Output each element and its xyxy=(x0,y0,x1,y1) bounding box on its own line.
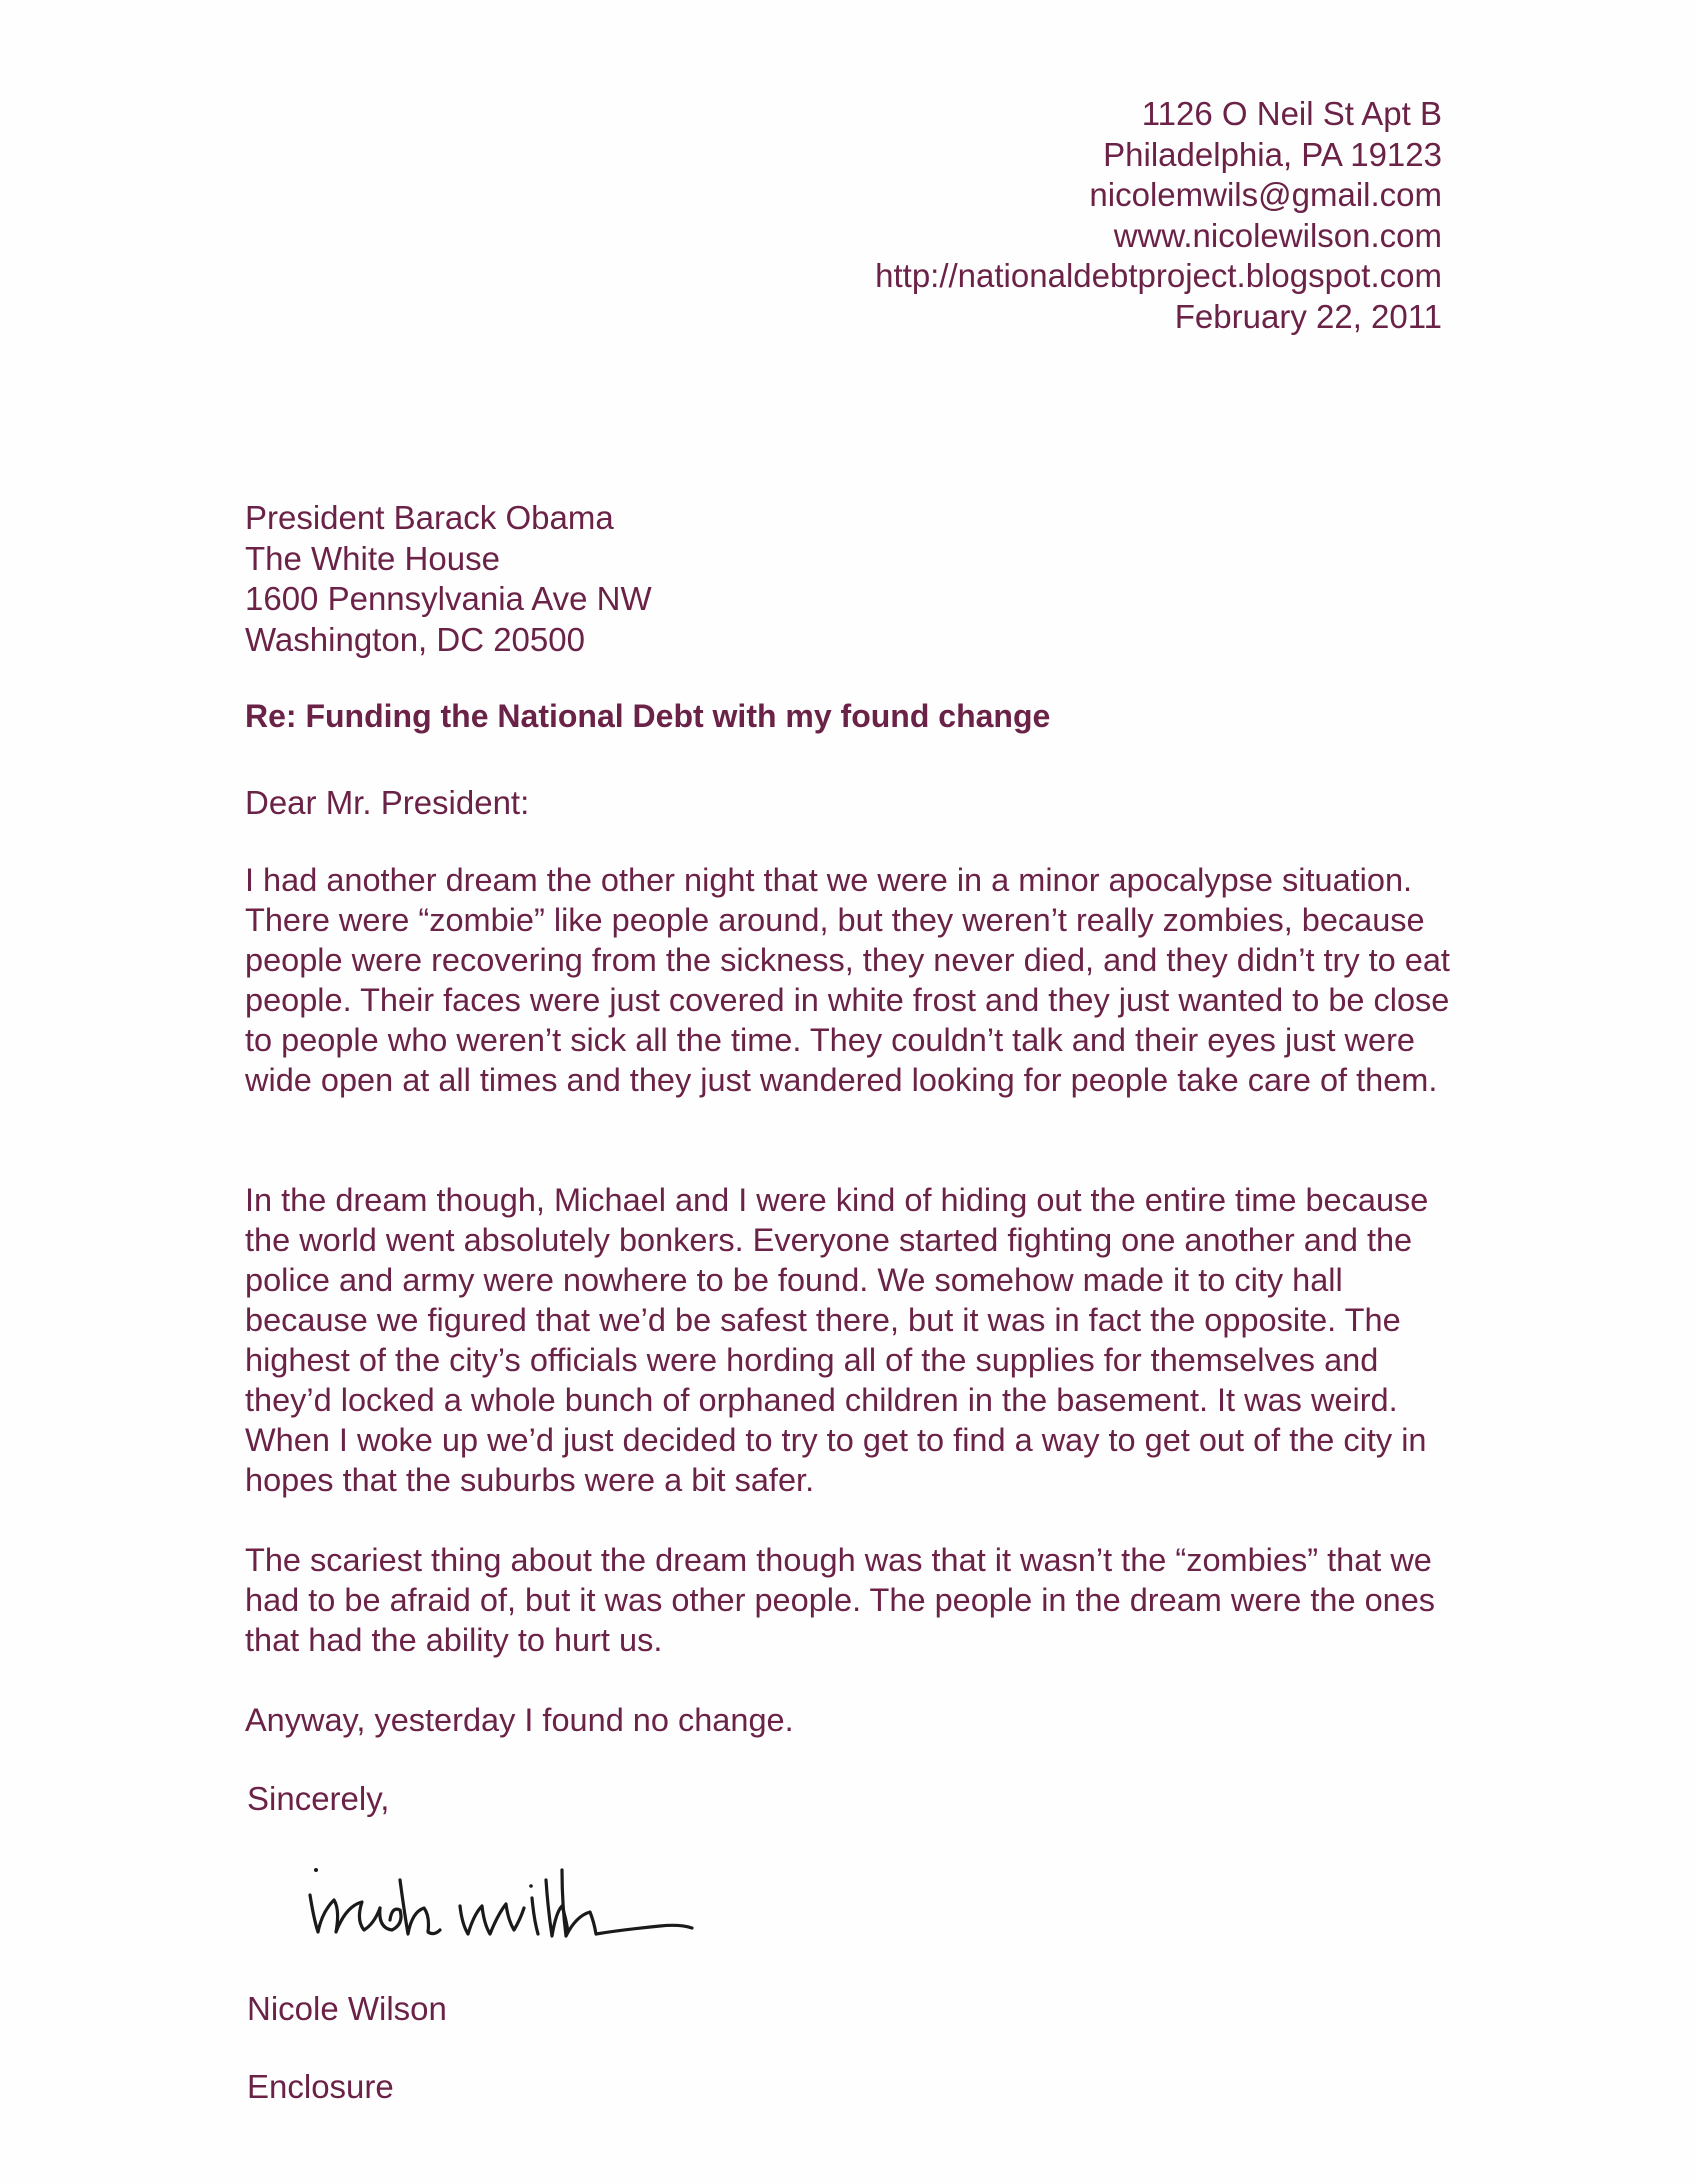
recipient-organization: The White House xyxy=(245,539,500,577)
sender-address-line2: Philadelphia, PA 19123 xyxy=(1103,135,1442,173)
sender-block xyxy=(875,94,1442,337)
salutation: Dear Mr. President: xyxy=(245,784,530,821)
enclosure-note: Enclosure xyxy=(247,2068,394,2105)
subject-line: Re: Funding the National Debt with my found change xyxy=(245,698,1051,734)
body-paragraph-4: Anyway, yesterday I found no change. xyxy=(245,1702,794,1738)
recipient-name: President Barack Obama xyxy=(245,499,614,536)
sender-email: nicolemwils@gmail.com xyxy=(1089,176,1442,213)
recipient-city-state-zip: Washington, DC 20500 xyxy=(245,620,585,658)
recipient-street: 1600 Pennsylvania Ave NW xyxy=(245,580,652,617)
body-paragraph-2: In the dream though, Michael and I were kind of hiding out the entire time because the world went absolutely bonkers. Everyone started fighting one another and the police and army were nowhere to be found. We somehow made it to city hall because we figured that we’d be safest there, but it was in fact the opposite. The highest of the city’s officials were hording all of the supplies for themselves and they’d locked a whole bunch of orphaned children in the basement. It was weird. When I woke up we’d just decided to try to get to find a way to get out of the city in hopes that the suburbs were a bit safer. xyxy=(245,1182,1429,1498)
body-paragraph-3: The scariest thing about the dream though was that it wasn’t the “zombies” that we had to be afraid of, but it was other people. The people in the dream were the ones that had the ability to hurt us. xyxy=(245,1542,1436,1658)
signer-name: Nicole Wilson xyxy=(247,1990,447,2027)
sender-blog: http://nationaldebtproject.blogspot.com xyxy=(875,257,1442,294)
closing: Sincerely, xyxy=(247,1780,390,1817)
sender-address-line1: 1126 O Neil St Apt B xyxy=(1141,95,1442,132)
sender-website: www.nicolewilson.com xyxy=(1113,216,1442,254)
letter-date: February 22, 2011 xyxy=(1174,297,1442,335)
body-paragraph-1: I had another dream the other night that we were in a minor apocalypse situation. There were “zombie” like people around, but they weren’t really zombies, because people were recovering from the sickness, they never died, and they didn’t try to eat people. Their faces were just covered in white frost and they just wanted to be close to people who weren’t sick all the time. They couldn’t talk and their eyes just were wide open at all times and they just wandered looking for people take care of them. xyxy=(245,862,1450,1098)
handwritten-signature xyxy=(300,1850,760,1960)
recipient-block xyxy=(245,498,652,660)
